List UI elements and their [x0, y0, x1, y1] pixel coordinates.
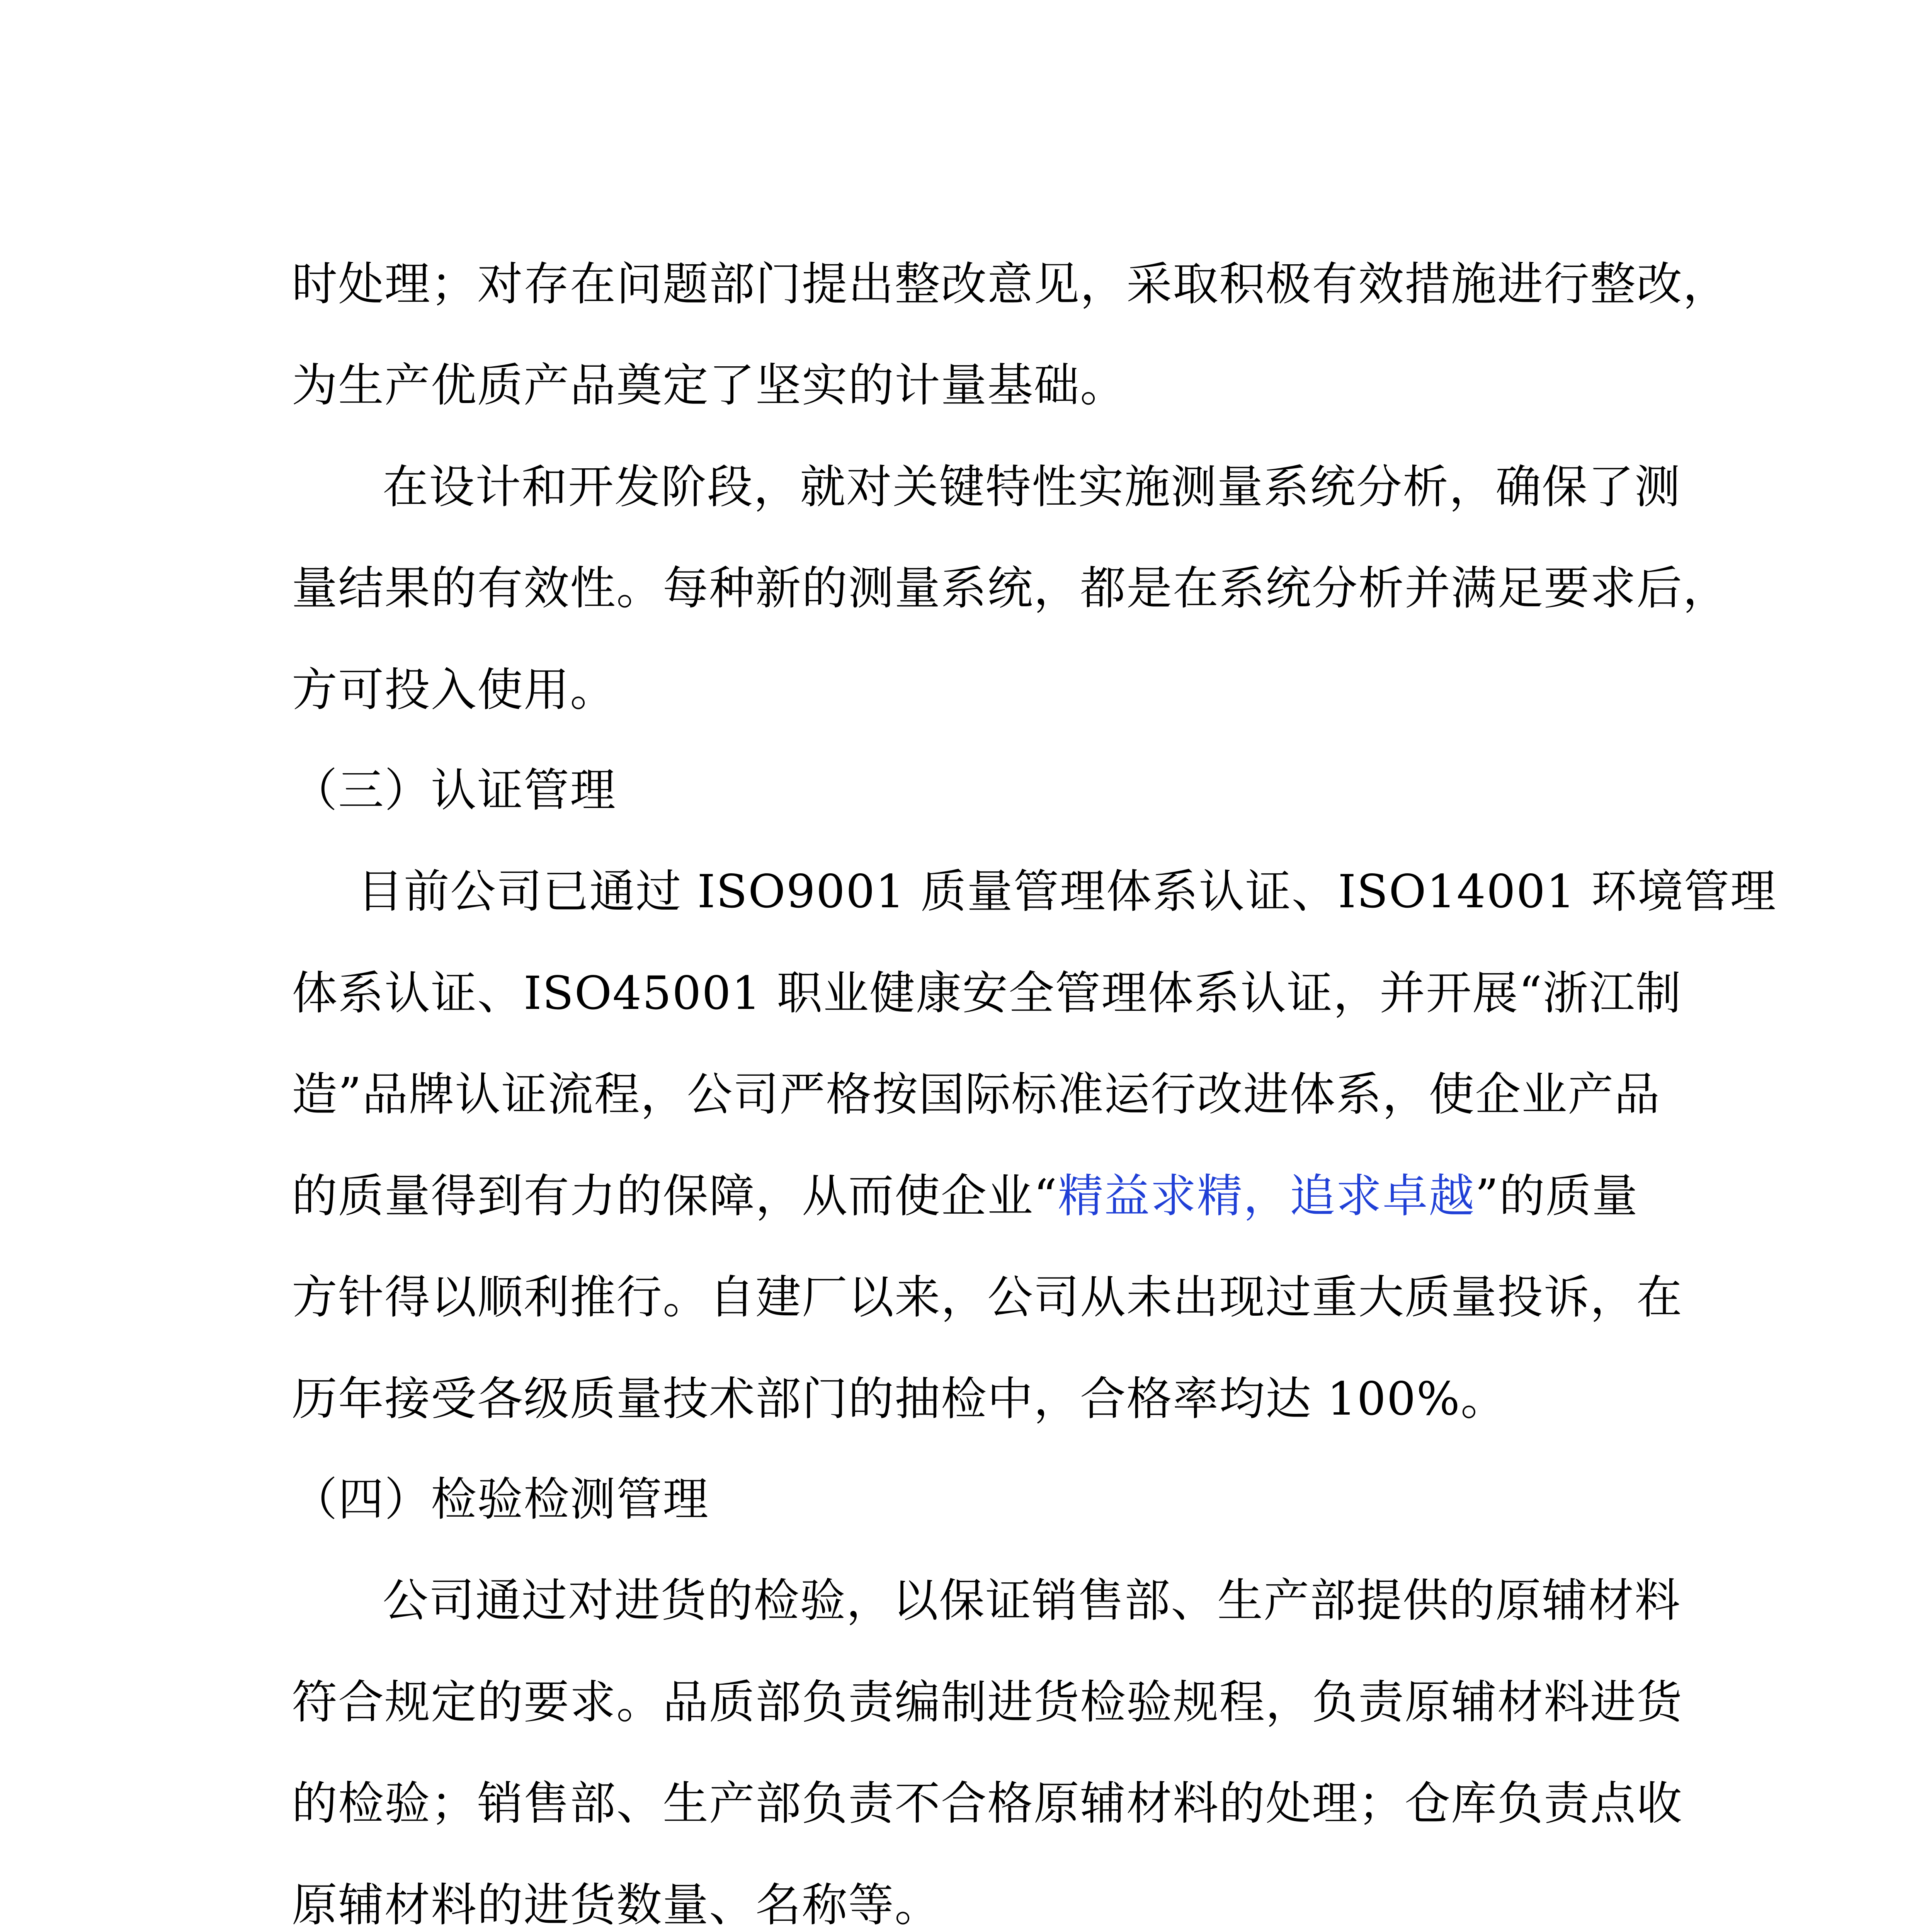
- line-segment: ”的质量: [1475, 1169, 1638, 1223]
- paragraph-line: 的检验；销售部、生产部负责不合格原辅材料的处理；仓库负责点收: [292, 1777, 1683, 1830]
- paragraph-line: 造”品牌认证流程，公司严格按国际标准运行改进体系，使企业产品: [292, 1068, 1661, 1121]
- line-segment: 的质量得到有力的保障，从而使企业“: [292, 1169, 1058, 1223]
- paragraph-line: [292, 1167, 1636, 1225]
- paragraph-line: 方针得以顺利推行。自建厂以来，公司从未出现过重大质量投诉，在: [292, 1270, 1683, 1324]
- highlighted-motto: 精益求精，追求卓越: [1058, 1169, 1475, 1223]
- paragraph-line: 时处理；对存在问题部门提出整改意见，采取积极有效措施进行整改，: [292, 257, 1730, 311]
- paragraph-line: 方可投入使用。: [292, 663, 617, 716]
- paragraph-line: 目前公司已通过 ISO9001 质量管理体系认证、ISO14001 环境管理: [357, 865, 1777, 918]
- paragraph-line: 量结果的有效性。每种新的测量系统，都是在系统分析并满足要求后，: [292, 561, 1730, 615]
- section-heading-certification: （三）认证管理: [292, 764, 617, 817]
- paragraph-line: 符合规定的要求。品质部负责编制进货检验规程，负责原辅材料进货: [292, 1675, 1683, 1729]
- paragraph-line: 原辅材料的进货数量、名称等。: [292, 1878, 941, 1932]
- paragraph-line: 公司通过对进货的检验，以保证销售部、生产部提供的原辅材料: [383, 1574, 1681, 1627]
- paragraph-line: 历年接受各级质量技术部门的抽检中，合格率均达 100%。: [292, 1372, 1507, 1425]
- section-heading-inspection: （四）检验检测管理: [292, 1473, 709, 1526]
- paragraph-line: 体系认证、ISO45001 职业健康安全管理体系认证，并开展“浙江制: [292, 966, 1682, 1020]
- paragraph-line: 为生产优质产品奠定了坚实的计量基础。: [292, 359, 1127, 412]
- paragraph-line: 在设计和开发阶段，就对关键特性实施测量系统分析，确保了测: [383, 460, 1681, 514]
